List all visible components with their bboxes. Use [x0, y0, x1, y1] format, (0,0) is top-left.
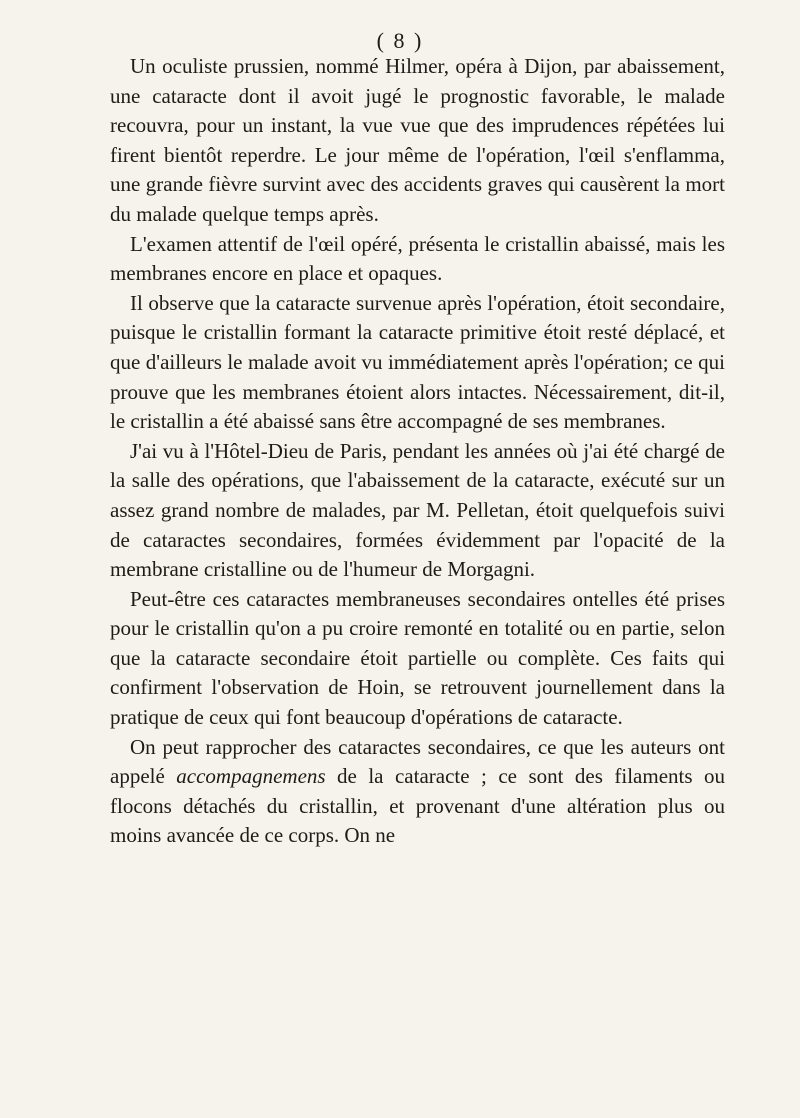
- paragraph-membranous-cataracts: Peut-être ces cataractes membraneuses secondaires ontelles été prises pour le cristallin qu'on a pu croire remonté en totalité ou en partie, selon que la cataracte secondaire étoit partielle ou complète. Ces faits qui confirment l'observation de Hoin, se retrouvent journellement dans la pratique de ceux qui font beaucoup d'opérations de cataracte.: [110, 586, 725, 730]
- page-number: ( 8 ): [376, 28, 424, 53]
- italic-term: accompagnemens: [176, 764, 326, 789]
- paragraph-accompagnemens: [110, 733, 725, 851]
- paragraph-text-after: de la cataracte ; ce sont des filaments ou flocons détachés du cristallin, et provenant d'une altération plus ou moins avancée de ce corps. On ne: [110, 764, 726, 848]
- paragraph-text-before: On peut rapprocher des cataractes secondaires, ce que les auteurs ont appelé: [110, 734, 725, 789]
- paragraph-eye-examination: L'examen attentif de l'œil opéré, présenta le cristallin abaissé, mais les membranes encore en place et opaques.: [110, 231, 725, 286]
- paragraph-hotel-dieu: J'ai vu à l'Hôtel-Dieu de Paris, pendant les années où j'ai été chargé de la salle des opérations, que l'abaissement de la cataracte, exécuté sur un assez grand nombre de malades, par M. Pelletan, étoit quelquefois suivi de cataractes secondaires, formées évidemment par l'opacité de la membrane cristalline ou de l'humeur de Morgagni.: [110, 438, 725, 582]
- paragraph-hilmer-case: Un oculiste prussien, nommé Hilmer, opéra à Dijon, par abaissement, une cataracte dont il avoit jugé le prognostic favorable, le malade recouvra, pour un instant, la vue vue que des imprudences répétées lui firent bientôt reperdre. Le jour même de l'opération, l'œil s'enflamma, une grande fièvre survint avec des accidents graves qui causèrent la mort du malade quelque temps après.: [110, 54, 725, 226]
- body-text: [110, 52, 725, 851]
- paragraph-secondary-cataract: Il observe que la cataracte survenue après l'opération, étoit secondaire, puisque le cristallin formant la cataracte primitive étoit resté déplacé, et que d'ailleurs le malade avoit vu immédiatement après l'opération; ce qui prouve que les membranes étoient alors intactes. Nécessairement, dit-il, le cristallin a été abaissé sans être accompagné de ses membranes.: [110, 290, 725, 434]
